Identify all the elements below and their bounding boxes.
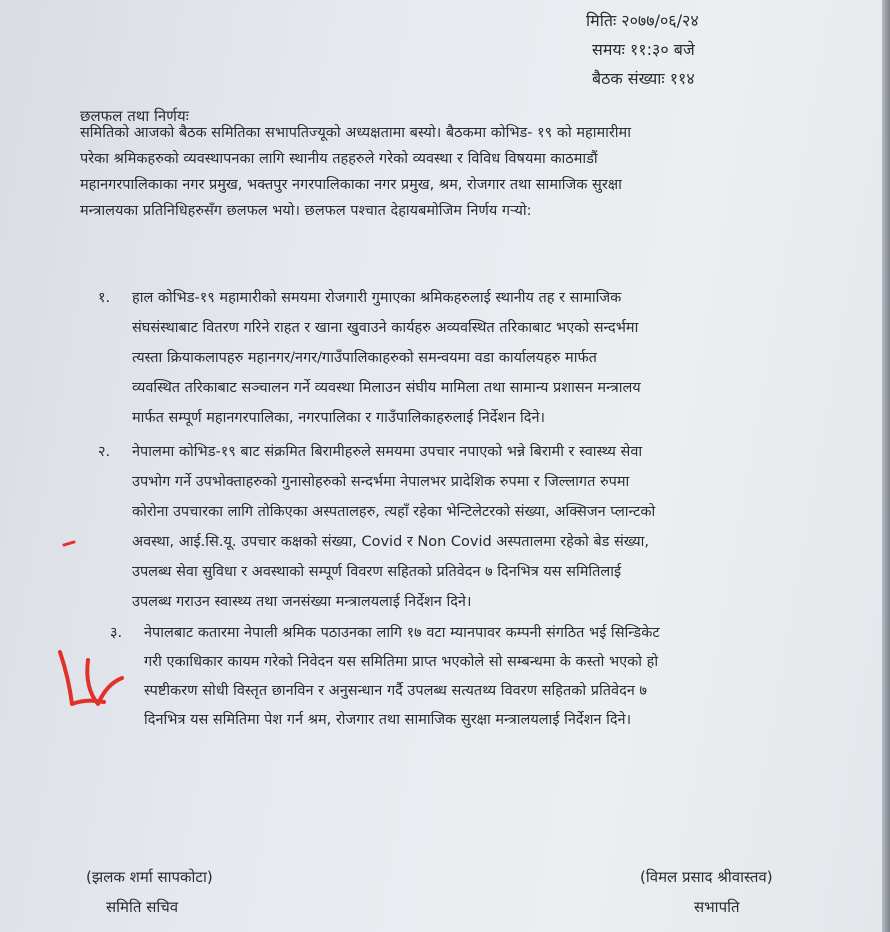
decision-line: कोरोना उपचारका लागि तोकिएका अस्पतालहरु, त्यहाँ रहेका भेन्टिलेटरको संख्या, अक्सिजन प्लान्टको [132,504,656,520]
decision-line: व्यवस्थित तरिकाबाट सञ्चालन गर्ने व्यवस्था मिलाउन संघीय मामिला तथा सामान्य प्रशासन मन्त्रालय [132,380,641,396]
decision-line: नेपालमा कोभिड-१९ बाट संक्रमित बिरामीहरुले समयमा उपचार नपाएको भन्ने बिरामी र स्वास्थ्य सेवा [132,444,643,460]
meeting-meta [586,6,699,93]
decision-item-2 [98,437,818,617]
decision-line: दिनभित्र यस समितिमा पेश गर्न श्रम, रोजगार तथा सामाजिक सुरक्षा मन्त्रालयलाई निर्देशन दिने। [144,712,632,728]
decision-line: स्पष्टीकरण सोधी विस्तृत छानविन र अनुसन्धान गर्दै उपलब्ध सत्यतथ्य विवरण सहितको प्रतिवेदन ७ [144,683,647,699]
decision-line: अवस्था, आई.सि.यू. उपचार कक्षको संख्या, Covid र Non Covid अस्पतालमा रहेको बेड संख्या, [132,534,650,550]
decision-line: उपलब्ध सेवा सुविधा र अवस्थाको सम्पूर्ण विवरण सहितको प्रतिवेदन ७ दिनभित्र यस समितिलाई [132,564,622,580]
intro-paragraph [80,120,780,224]
decision-number: १. [98,290,111,306]
decision-item-1 [98,283,818,433]
secretary-role: समिति सचिव [106,898,179,916]
meeting-time: समयः ११:३० बजे [592,40,695,59]
chairperson-role: सभापति [694,898,740,916]
meeting-date: मितिः २०७७/०६/२४ [586,11,699,30]
decision-line: हाल कोभिड-१९ महामारीको समयमा रोजगारी गुमाएका श्रमिकहरुलाई स्थानीय तह र सामाजिक [132,290,622,306]
decision-line: मार्फत सम्पूर्ण महानगरपालिका, नगरपालिका र गाउँपालिकाहरुलाई निर्देशन दिने। [132,410,545,426]
intro-line: परेका श्रमिकहरुको व्यवस्थापनका लागि स्थानीय तहहरुले गरेको व्यवस्था र विविध विषयमा काठमाडौं [80,151,598,167]
decision-line: संघसंस्थाबाट वितरण गरिने राहत र खाना खुवाउने कार्यहरु अव्यवस्थित तरिकाबाट भएको सन्दर्भमा [132,320,639,336]
intro-line: मन्त्रालयका प्रतिनिधिहरुसँग छलफल भयो। छलफल पश्चात देहायबमोजिम निर्णय गऱ्यो: [80,203,532,219]
discussion-heading: छलफल तथा निर्णयः [80,107,189,125]
decision-item-3 [110,619,830,735]
decision-line: नेपालबाट कतारमा नेपाली श्रमिक पठाउनका लागि १७ वटा म्यानपावर कम्पनी संगठित भई सिन्डिकेट [144,625,660,641]
decision-number: ३. [110,625,123,641]
decision-line: गरी एकाधिकार कायम गरेको निवेदन यस समितिमा प्राप्त भएकोले सो सम्बन्धमा के कस्तो भएको हो [144,654,659,670]
intro-line: महानगरपालिकाका नगर प्रमुख, भक्तपुर नगरपालिकाका नगर प्रमुख, श्रम, रोजगार तथा सामाजिक सुरक्षा [80,177,622,193]
decision-line: उपलब्ध गराउन स्वास्थ्य तथा जनसंख्या मन्त्रालयलाई निर्देशन दिने। [132,594,472,610]
chairperson-name: (विमल प्रसाद श्रीवास्तव) [640,868,773,886]
chairperson-signature-block [640,862,773,922]
secretary-name: (झलक शर्मा सापकोटा) [86,868,213,886]
meeting-number: बैठक संख्याः ११४ [592,69,695,88]
intro-line: समितिको आजको बैठक समितिका सभापतिज्यूको अध्यक्षतामा बस्यो। बैठकमा कोभिड- १९ को महामारीमा [80,125,631,141]
secretary-signature-block [86,862,213,922]
decision-number: २. [98,444,111,460]
decision-line: उपभोग गर्ने उपभोक्ताहरुको गुनासोहरुको सन्दर्भमा नेपालभर प्रादेशिक रुपमा र जिल्लागत रुपमा [132,474,630,490]
decision-line: त्यस्ता क्रियाकलापहरु महानगर/नगर/गाउँपालिकाहरुको समन्वयमा वडा कार्यालयहरु मार्फत [132,350,597,366]
